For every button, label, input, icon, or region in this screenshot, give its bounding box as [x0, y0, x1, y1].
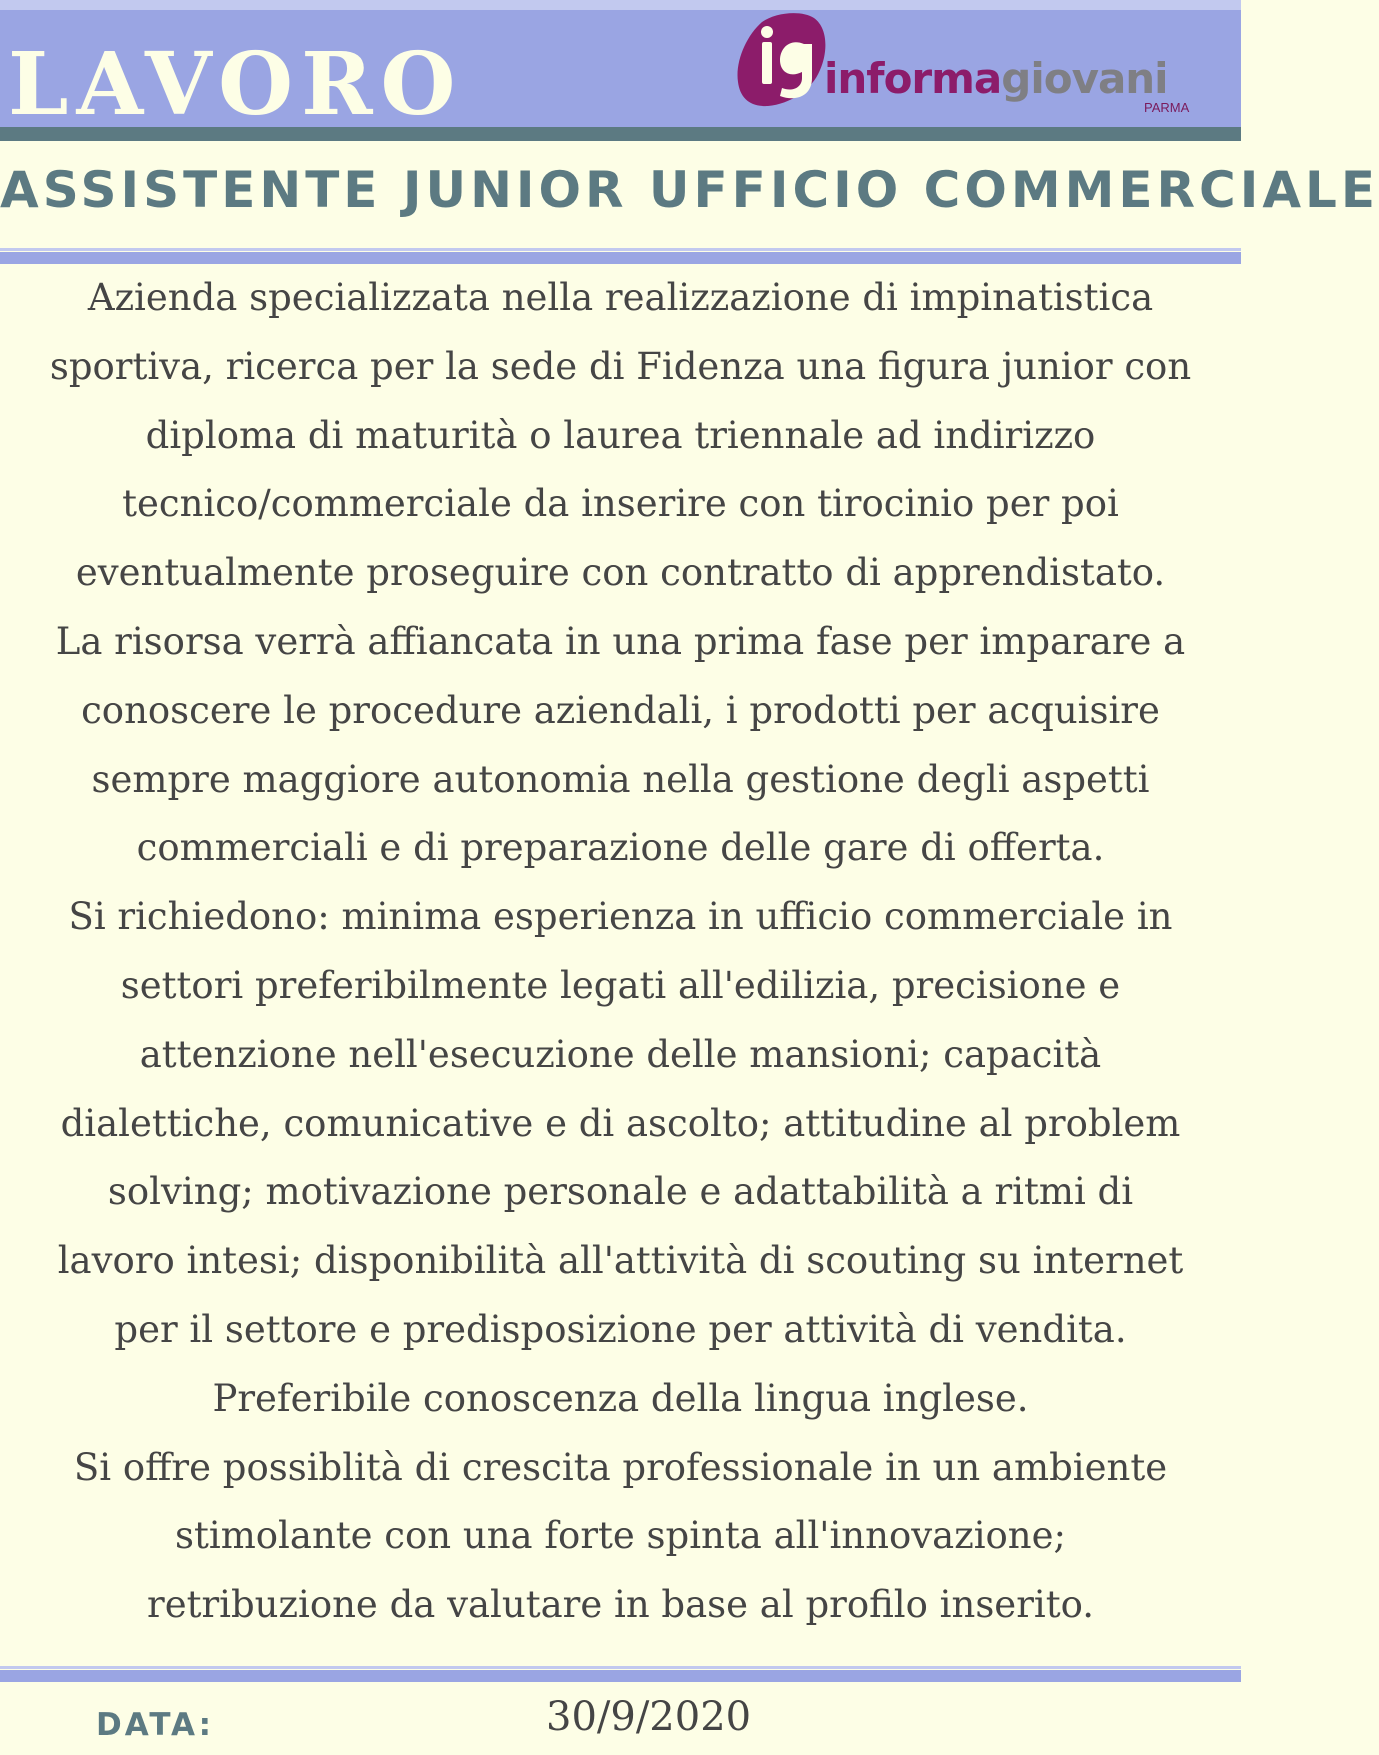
description-line: solving; motivazione personale e adattabilità a ritmi di [107, 1170, 1134, 1214]
section-title: LAVORO [8, 34, 464, 135]
description-line: sportiva, ricerca per la sede di Fidenza una figura junior con [49, 344, 1192, 388]
description-line: attenzione nell'esecuzione delle mansioni; capacità [139, 1032, 1102, 1076]
description-line: Si offre possiblità di crescita professionale in un ambiente [73, 1445, 1168, 1489]
logo-word-informa: informa [824, 54, 1002, 103]
description-line: dialettiche, comunicative e di ascolto; attitudine al problem [60, 1101, 1181, 1145]
description-line: La risorsa verrà affiancata in una prima fase per imparare a [55, 619, 1186, 663]
description-line: lavoro intesi; disponibilità all'attività di scouting su internet [57, 1239, 1184, 1283]
informagiovani-logo [732, 8, 1202, 120]
divider-bottom [0, 1670, 1241, 1682]
description-line: eventualmente proseguire con contratto di apprendistato. [75, 551, 1166, 595]
divider-top [0, 252, 1241, 264]
description-line: settori preferibilmente legati all'edilizia, precisione e [120, 963, 1121, 1007]
date-value: 30/9/2020 [546, 1694, 752, 1740]
ig-logo-mark [732, 8, 832, 110]
description-line: diploma di maturità o laurea triennale ad indirizzo [145, 413, 1096, 457]
divider-top-thin [0, 248, 1241, 251]
logo-word-giovani: giovani [1001, 54, 1168, 103]
description-line: Preferibile conoscenza della lingua inglese. [212, 1376, 1029, 1420]
description-line: Azienda specializzata nella realizzazione di impinatistica [87, 276, 1154, 319]
description-line: retribuzione da valutare in base al profilo inserito. [147, 1583, 1094, 1627]
description-line: Si richiedono: minima esperienza in ufficio commerciale in [68, 895, 1173, 939]
description-line: tecnico/commerciale da inserire con tirocinio per poi [122, 482, 1119, 526]
description-line: conoscere le procedure aziendali, i prodotti per acquisire [81, 688, 1160, 732]
logo-city: PARMA [1144, 100, 1190, 115]
description-line: commerciali e di preparazione delle gare di offerta. [136, 826, 1105, 870]
description-line: stimolante con una forte spinta all'innovazione; [175, 1514, 1066, 1558]
logo-wordmark [824, 54, 1168, 104]
description-line: per il settore e predisposizione per attività di vendita. [114, 1307, 1127, 1351]
description-line: sempre maggiore autonomia nella gestione degli aspetti [91, 757, 1150, 801]
date-label: DATA: [96, 1707, 215, 1743]
job-title: ASSISTENTE JUNIOR UFFICIO COMMERCIALE [0, 161, 1379, 219]
job-description [0, 264, 1241, 1640]
divider-bottom-thin [0, 1666, 1241, 1669]
